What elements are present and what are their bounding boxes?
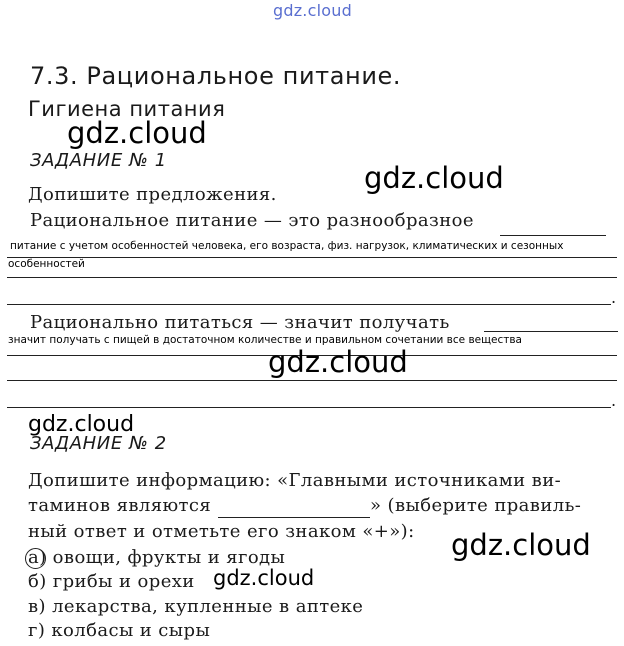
end-mark: . [611, 391, 617, 410]
task2-line3: ный ответ и отметьте его знаком «+»): [28, 521, 415, 542]
option-d: г) колбасы и сыры [28, 620, 211, 641]
task1-answer1-line1: питание с учетом особенностей человека, его возраста, физ. нагрузок, климатических и сезонных [10, 240, 564, 252]
watermark: gdz.cloud [28, 412, 135, 437]
task1-answer2: значит получать с пищей в достаточном количестве и правильном сочетании все вещества [8, 334, 522, 346]
watermark: gdz.cloud [67, 116, 207, 150]
task2-heading: ЗАДАНИЕ № 2 [30, 433, 167, 454]
option-c: в) лекарства, купленные в аптеке [28, 596, 364, 617]
option-a: а) овощи, фрукты и ягоды [28, 547, 286, 568]
task1-instruction: Допишите предложения. [28, 184, 277, 205]
answer-line [7, 380, 617, 381]
task2-line2b: » (выберите правиль- [370, 495, 582, 516]
section-title: 7.3. Рациональное питание. [30, 62, 402, 90]
watermark: gdz.cloud [364, 161, 504, 195]
task1-sentence2: Рационально питаться — значит получать [30, 312, 450, 333]
task1-heading: ЗАДАНИЕ № 1 [30, 150, 167, 171]
answer-line [7, 304, 611, 305]
task1-sentence1: Рациональное питание — это разнообразное [30, 210, 474, 231]
answer-line [7, 407, 611, 408]
task1-answer1-line2: особенностей [8, 258, 85, 270]
section-subtitle: Гигиена питания [28, 97, 226, 121]
watermark-top: gdz.cloud [273, 1, 352, 20]
end-mark: . [611, 288, 617, 307]
watermark: gdz.cloud [268, 345, 408, 379]
watermark: gdz.cloud [451, 528, 591, 562]
answer-line [500, 235, 606, 236]
option-b: б) грибы и орехи [28, 571, 195, 592]
watermark: gdz.cloud [213, 566, 315, 590]
task2-line2a: таминов являются [28, 495, 212, 516]
answer-line [484, 331, 618, 332]
task2-line1: Допишите информацию: «Главными источниками ви- [28, 470, 562, 491]
answer-line [7, 257, 617, 258]
answer-line [7, 277, 617, 278]
answer-line [218, 517, 370, 518]
